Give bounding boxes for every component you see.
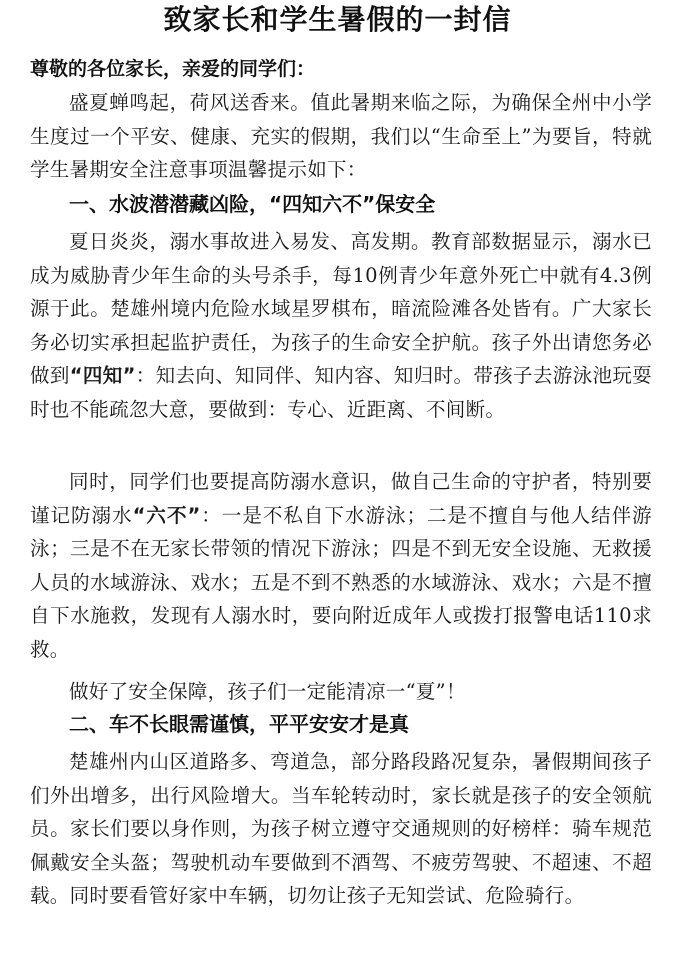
section2-paragraph-1: 楚雄州内山区道路多、弯道急，部分路段路况复杂，暑假期间孩子们外出增多，出行风险增大。当车轮转动时，家长就是孩子的安全领航员。家长们要以身作则，为孩子树立遵守交通规则的好榜样：骑车规范佩戴安全头盔；驾驶机动车要做到不酒驾、不疲劳驾驶、不超速、不超载。同时要看管好家中车辆，切勿让孩子无知尝试、危险骑行。 <box>30 750 652 908</box>
six-nots-label: “六不” <box>132 503 201 527</box>
section1-p1-text-b: ：知去向、知同伴、知内容、知归时。带孩子去游泳池玩耍时也不能疏忽大意，要做到：专心、近距离、不间断。 <box>30 364 652 421</box>
letter-title: 致家长和学生暑假的一封信 <box>163 3 512 36</box>
intro-paragraph: 盛夏蝉鸣起，荷风送香来。值此暑期来临之际，为确保全州中小学生度过一个平安、健康、充实的假期，我们以“生命至上”为要旨，特就学生暑期安全注意事项温馨提示如下： <box>30 91 652 182</box>
section1-heading: 一、水波潜潜藏凶险，“四知六不”保安全 <box>69 192 436 216</box>
section2-heading: 二、车不长眼需谨慎，平平安安才是真 <box>69 712 409 736</box>
section1-p1-text-a: 夏日炎炎，溺水事故进入易发、高发期。教育部数据显示，溺水已成为威胁青少年生命的头号杀手，每10例青少年意外死亡中就有4.3例源于此。楚雄州境内危险水域星罗棋布，暗流险滩各处皆有。广大家长务必切实承担起监护责任，为孩子的生命安全护航。孩子外出请您务必做到 <box>30 230 652 388</box>
section1-p2-text-a: 同时，同学们也要提高防溺水意识，做自己生命的守护者，特别要谨记防溺水 <box>30 470 652 527</box>
section1-paragraph-2 <box>30 465 652 667</box>
salutation: 尊敬的各位家长，亲爱的同学们： <box>30 58 316 80</box>
section1-paragraph-3: 做好了安全保障，孩子们一定能清凉一“夏”！ <box>69 680 466 703</box>
section1-p2-text-b: ：一是不私自下水游泳；二是不擅自与他人结伴游泳；三是不在无家长带领的情况下游泳；四是不到无安全设施、无救援人员的水域游泳、戏水；五是不到不熟悉的水域游泳、戏水；六是不擅自下水施救，发现有人溺水时，要向附近成年人或拨打报警电话110求救。 <box>30 503 652 661</box>
section1-paragraph-1 <box>30 225 652 427</box>
four-knows-label: “四知” <box>69 364 136 388</box>
